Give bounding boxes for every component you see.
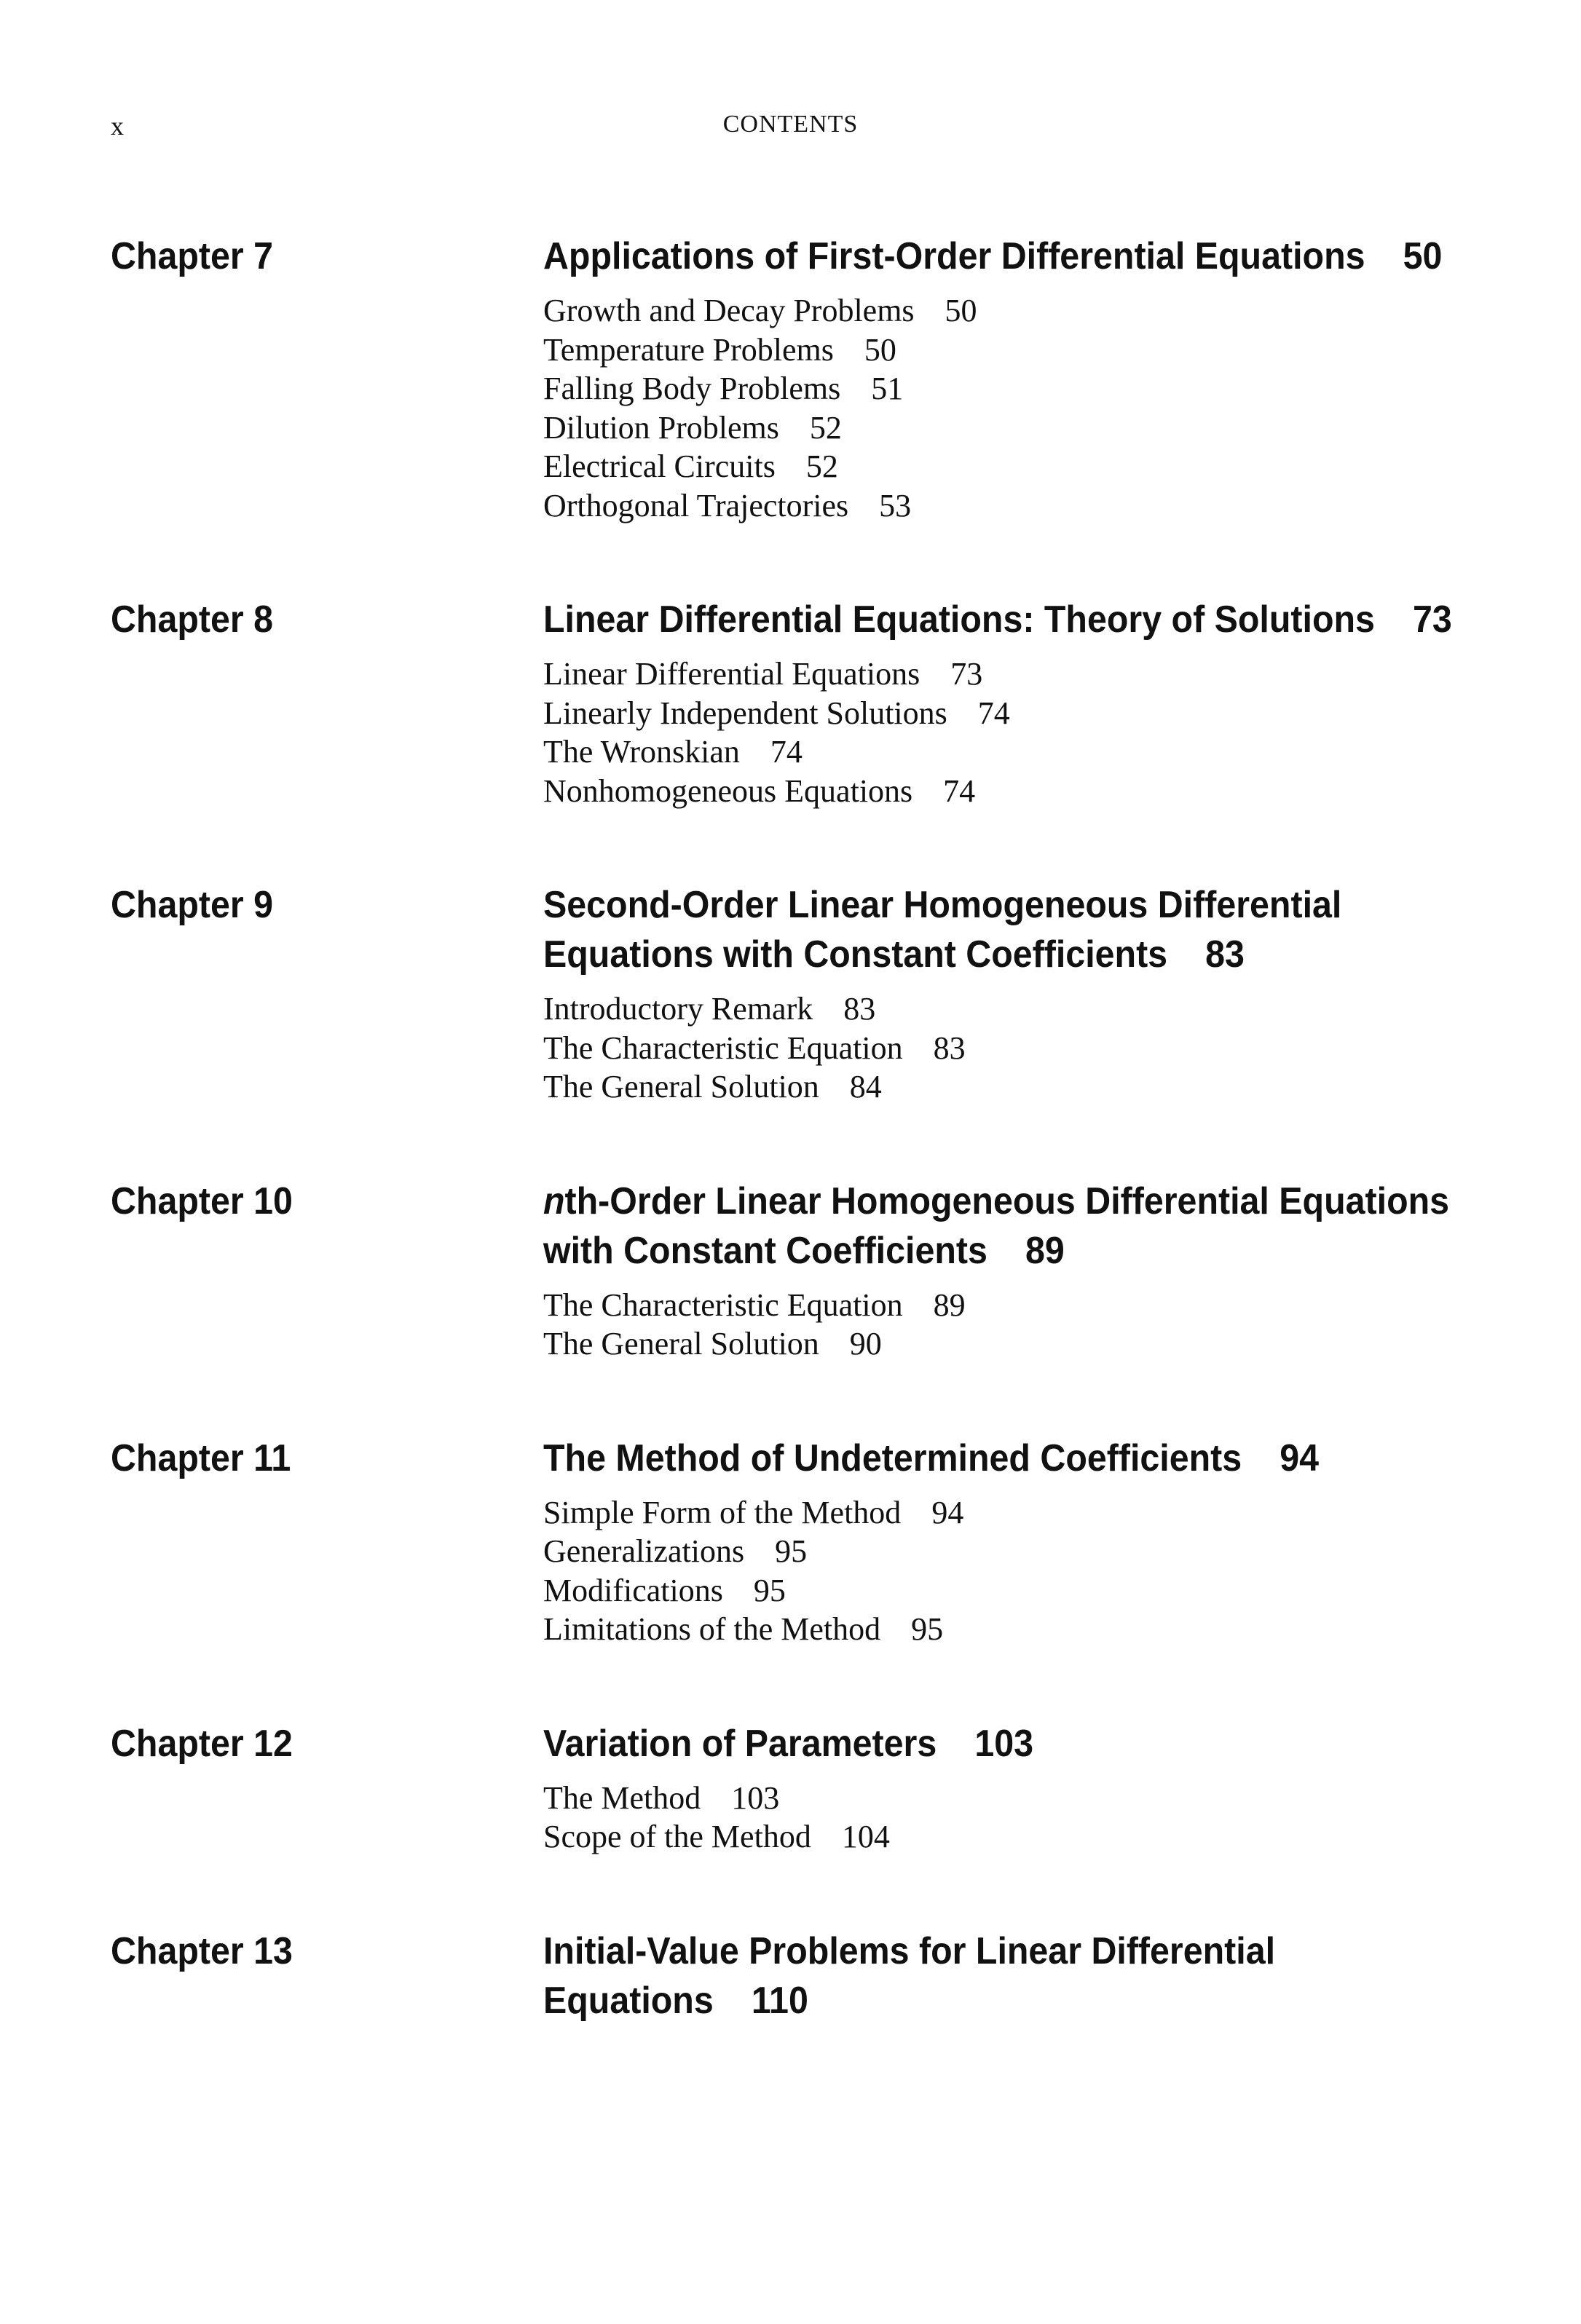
section-page-number: 50 xyxy=(945,293,977,328)
section-page-number: 52 xyxy=(809,409,842,446)
section-title: Electrical Circuits xyxy=(543,448,776,484)
chapter-body xyxy=(543,1177,1468,1364)
section-entry[interactable] xyxy=(543,408,1468,448)
section-entry[interactable] xyxy=(543,1779,1468,1818)
section-page-number: 74 xyxy=(977,695,1010,731)
chapter-title[interactable] xyxy=(543,1177,1467,1276)
section-page-number: 74 xyxy=(770,734,803,770)
section-entry[interactable] xyxy=(543,486,1468,526)
chapter-body xyxy=(543,1719,1468,1857)
section-list xyxy=(543,291,1468,525)
chapter-title-text: Linear Differential Equations: Theory of Solutions xyxy=(543,598,1375,641)
chapter-body xyxy=(543,232,1468,525)
chapter-title-text: Variation of Parameters xyxy=(543,1722,937,1765)
section-page-number: 73 xyxy=(950,656,983,692)
section-page-number: 50 xyxy=(864,331,896,368)
section-entry[interactable] xyxy=(543,1067,1468,1107)
section-page-number: 95 xyxy=(775,1533,808,1569)
section-entry[interactable] xyxy=(543,694,1468,733)
chapter-label: Chapter 11 xyxy=(111,1436,291,1479)
section-page-number: 89 xyxy=(933,1286,966,1323)
section-list xyxy=(543,989,1468,1107)
chapter-title-text: th-Order Linear Homogeneous Differential Equations with Constant Coefficients xyxy=(543,1179,1450,1272)
section-list xyxy=(543,655,1468,810)
section-title: Temperature Problems xyxy=(543,331,834,368)
section-page-number: 83 xyxy=(843,991,876,1027)
section-title: The Method xyxy=(543,1779,701,1816)
section-entry[interactable] xyxy=(543,1324,1468,1364)
chapter-body xyxy=(543,1926,1468,2025)
section-entry[interactable] xyxy=(543,1571,1468,1610)
section-page-number: 104 xyxy=(841,1819,890,1854)
chapter-body xyxy=(543,880,1468,1107)
chapter-label: Chapter 9 xyxy=(111,884,274,926)
section-title: Nonhomogeneous Equations xyxy=(543,772,913,809)
section-title: Scope of the Method xyxy=(543,1819,811,1854)
chapter-body xyxy=(543,1434,1468,1649)
section-entry[interactable] xyxy=(543,732,1468,772)
section-page-number: 83 xyxy=(933,1029,966,1066)
chapter-label: Chapter 13 xyxy=(111,1929,293,1972)
section-entry[interactable] xyxy=(543,447,1468,486)
section-title: The General Solution xyxy=(543,1069,819,1104)
page-folio: x xyxy=(111,111,124,141)
section-title: The Wronskian xyxy=(543,734,740,770)
section-entry[interactable] xyxy=(543,1029,1468,1068)
running-title: CONTENTS xyxy=(722,111,859,138)
section-page-number: 51 xyxy=(871,371,904,406)
section-entry[interactable] xyxy=(543,772,1468,811)
section-page-number: 90 xyxy=(849,1326,882,1361)
running-header xyxy=(111,111,1470,147)
section-entry[interactable] xyxy=(543,1817,1468,1857)
section-title: Linearly Independent Solutions xyxy=(543,695,947,731)
chapter-title-text: Initial-Value Problems for Linear Differential Equations xyxy=(543,1929,1276,2022)
chapter-body xyxy=(543,595,1468,810)
section-title: Falling Body Problems xyxy=(543,371,841,406)
section-title: Orthogonal Trajectories xyxy=(543,487,849,523)
chapter-label: Chapter 8 xyxy=(111,598,274,641)
toc-chapter xyxy=(111,1719,1465,1857)
section-list xyxy=(543,1286,1468,1364)
section-entry[interactable] xyxy=(543,1493,1468,1533)
section-list xyxy=(543,1779,1468,1857)
chapter-title-variable: n xyxy=(543,1179,565,1222)
chapter-label: Chapter 10 xyxy=(111,1179,293,1222)
chapter-page-number: 83 xyxy=(1205,933,1245,976)
section-entry[interactable] xyxy=(543,1286,1468,1325)
chapter-page-number: 73 xyxy=(1413,598,1452,641)
section-entry[interactable] xyxy=(543,655,1468,694)
toc-chapter xyxy=(111,1926,1465,2025)
chapter-title-text: Applications of First-Order Differential Equations xyxy=(543,235,1365,277)
section-title: Limitations of the Method xyxy=(543,1611,881,1647)
section-entry[interactable] xyxy=(543,989,1468,1029)
toc-entries xyxy=(111,232,1465,2025)
section-entry[interactable] xyxy=(543,291,1468,331)
section-entry[interactable] xyxy=(543,331,1468,370)
chapter-label: Chapter 12 xyxy=(111,1722,293,1765)
section-page-number: 84 xyxy=(849,1069,882,1104)
toc-chapter xyxy=(111,1177,1465,1364)
section-entry[interactable] xyxy=(543,1532,1468,1571)
section-entry[interactable] xyxy=(543,1610,1468,1649)
section-title: Growth and Decay Problems xyxy=(543,293,915,328)
section-page-number: 95 xyxy=(911,1611,944,1647)
toc-chapter xyxy=(111,1434,1465,1649)
section-title: Simple Form of the Method xyxy=(543,1494,902,1530)
chapter-title[interactable] xyxy=(543,1434,1467,1483)
toc-chapter xyxy=(111,880,1465,1107)
chapter-title[interactable] xyxy=(543,232,1467,281)
section-page-number: 95 xyxy=(753,1572,786,1608)
chapter-title-text: The Method of Undetermined Coefficients xyxy=(543,1436,1242,1479)
chapter-title[interactable] xyxy=(543,1926,1467,2025)
chapter-page-number: 110 xyxy=(751,1979,808,2022)
chapter-title[interactable] xyxy=(543,880,1467,979)
section-list xyxy=(543,1493,1468,1649)
chapter-title[interactable] xyxy=(543,595,1467,644)
section-title: Introductory Remark xyxy=(543,991,813,1027)
chapter-page-number: 50 xyxy=(1403,235,1443,277)
section-title: The Characteristic Equation xyxy=(543,1029,903,1066)
section-page-number: 94 xyxy=(931,1494,964,1530)
chapter-page-number: 94 xyxy=(1280,1436,1320,1479)
section-title: Dilution Problems xyxy=(543,409,779,446)
section-title: Linear Differential Equations xyxy=(543,656,920,692)
toc-chapter xyxy=(111,595,1465,810)
section-title: Generalizations xyxy=(543,1533,745,1569)
section-page-number: 103 xyxy=(731,1779,780,1816)
chapter-page-number: 103 xyxy=(974,1722,1034,1765)
chapter-title-text: Second-Order Linear Homogeneous Differential Equations with Constant Coefficients xyxy=(543,884,1342,976)
section-page-number: 53 xyxy=(879,487,912,523)
section-page-number: 52 xyxy=(805,448,838,484)
section-entry[interactable] xyxy=(543,369,1468,408)
chapter-title[interactable] xyxy=(543,1719,1467,1768)
section-title: The Characteristic Equation xyxy=(543,1286,903,1323)
section-title: Modifications xyxy=(543,1572,723,1608)
section-title: The General Solution xyxy=(543,1326,819,1361)
chapter-label: Chapter 7 xyxy=(111,235,274,277)
section-page-number: 74 xyxy=(943,772,976,809)
chapter-page-number: 89 xyxy=(1025,1229,1065,1272)
toc-chapter xyxy=(111,232,1465,525)
